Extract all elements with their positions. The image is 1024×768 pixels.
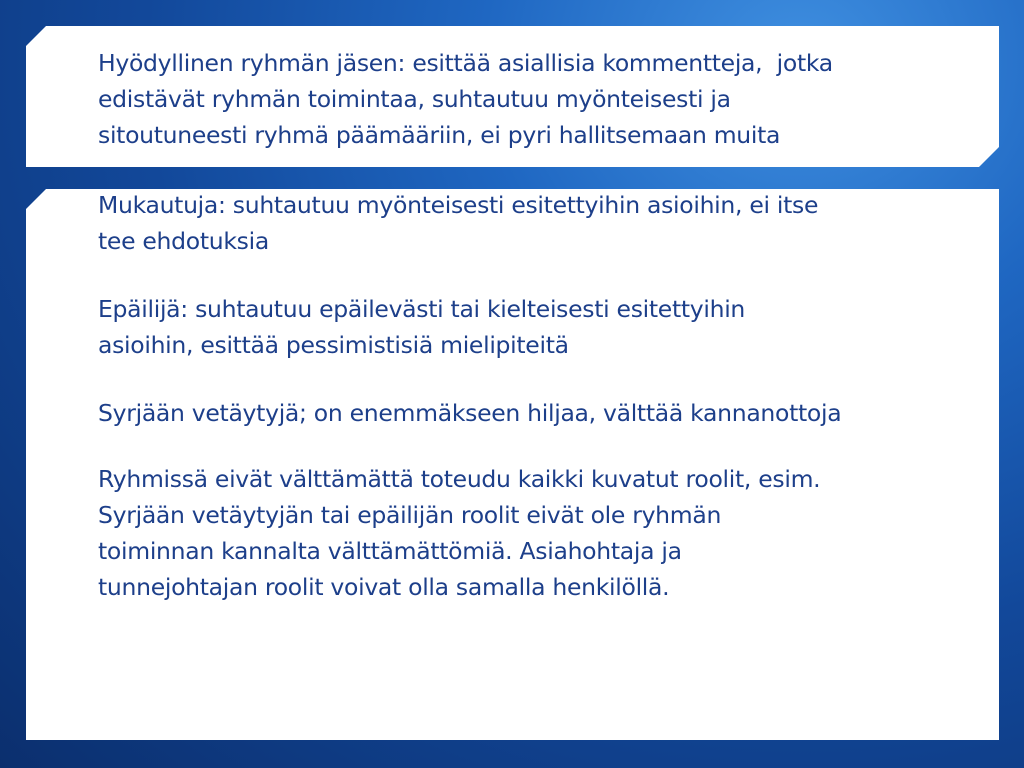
paragraph-line: sitoutuneesti ryhmä päämääriin, ei pyri hallitsemaan muita [98,121,781,149]
paragraph-skeptic [98,291,745,363]
paragraph-line: toiminnan kannalta välttämättömiä. Asiahohtaja ja [98,537,682,565]
paragraph-withdrawer [98,395,841,431]
paragraph-line: edistävät ryhmän toimintaa, suhtautuu myönteisesti ja [98,85,731,113]
paragraph-line: Syrjään vetäytyjä; on enemmäkseen hiljaa, välttää kannanottoja [98,399,842,427]
paragraph-line: asioihin, esittää pessimistisiä mielipiteitä [98,331,569,359]
paragraph-roles-note [98,461,820,605]
paragraph-line: Epäilijä: suhtautuu epäilevästi tai kielteisesti esitettyihin [98,295,746,323]
paragraph-line: Syrjään vetäytyjän tai epäilijän roolit eivät ole ryhmän [98,501,722,529]
paragraph-line: tee ehdotuksia [98,227,269,255]
paragraph-line: Mukautuja: suhtautuu myönteisesti esitettyihin asioihin, ei itse [98,191,819,219]
paragraph-line: Hyödyllinen ryhmän jäsen: esittää asiallisia kommentteja, jotka [98,49,833,77]
paragraph-line: Ryhmissä eivät välttämättä toteudu kaikki kuvatut roolit, esim. [98,465,821,493]
paragraph-line: tunnejohtajan roolit voivat olla samalla henkilöllä. [98,573,670,601]
paragraph-useful-member [98,45,833,153]
paragraph-conformer [98,187,818,259]
